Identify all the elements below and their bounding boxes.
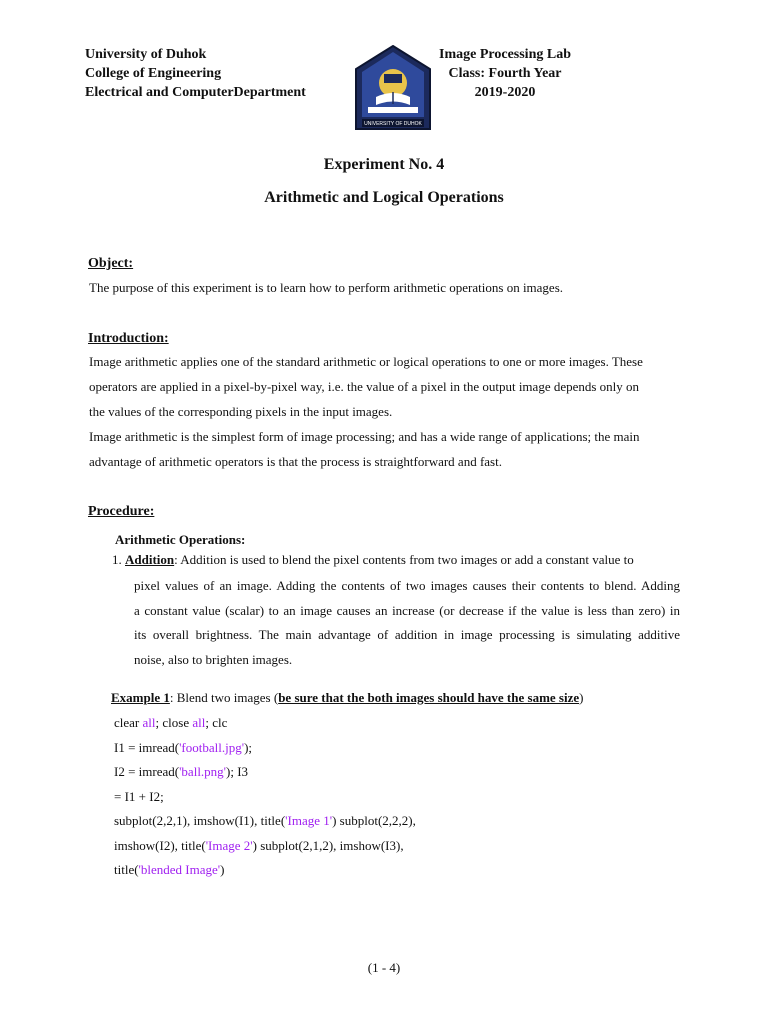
code-line [114, 711, 416, 736]
example-label: Example 1 [111, 690, 170, 705]
code-string: 'football.jpg' [179, 739, 245, 755]
introduction-text [89, 349, 679, 474]
item-number: 1. [112, 552, 122, 567]
example-intro: : Blend two images ( [169, 690, 279, 705]
code-token: ); I3 [226, 764, 249, 779]
code-token: ) subplot(2,1,2), imshow(I3), [252, 837, 404, 853]
code-token: ); [244, 739, 253, 755]
code-line [114, 760, 416, 785]
addition-description [134, 574, 680, 672]
university-logo [354, 45, 432, 131]
intro-line: Image arithmetic is the simplest form of image processing; and has a wide range of applications; the main [89, 429, 640, 444]
code-line: = I1 + I2; [114, 788, 164, 804]
object-heading: Object: [88, 256, 134, 271]
addition-first-line [112, 552, 634, 568]
svg-text:UNIVERSITY OF DUHOK: UNIVERSITY OF DUHOK [364, 121, 422, 127]
code-block [114, 711, 416, 883]
code-line [114, 809, 416, 834]
addition-line: its overall brightness. The main advantage of addition in image processing is simulating additive [134, 627, 680, 642]
code-keyword: all [142, 715, 156, 730]
addition-term: Addition [125, 552, 175, 567]
addition-intro: : Addition is used to blend the pixel contents from two images or add a constant value to [174, 552, 634, 567]
code-token: ; clc [205, 715, 228, 730]
code-line [114, 834, 416, 859]
institution-header [85, 45, 306, 102]
code-string: 'ball.png' [179, 764, 227, 779]
code-token: ) [220, 862, 225, 877]
example-close: ) [579, 690, 584, 705]
intro-line: the values of the corresponding pixels in the input images. [89, 404, 393, 419]
college-name: College of Engineering [85, 66, 222, 81]
code-token: I1 = imread( [114, 739, 180, 755]
intro-line: operators are applied in a pixel-by-pixel way, i.e. the value of a pixel in the output image depends only on [89, 379, 640, 394]
experiment-title: Experiment No. 4 [323, 156, 445, 173]
addition-line: pixel values of an image. Adding the contents of two images causes their contents to blend. Adding [134, 578, 680, 593]
code-token: imshow(I2), title( [114, 837, 206, 853]
code-token: I2 = imread( [114, 764, 180, 779]
lab-name: Image Processing Lab [439, 47, 571, 62]
addition-line: a constant value (scalar) to an image causes an increase (or decrease if the value is less than zero) in [134, 602, 680, 618]
code-token: ; close [155, 715, 193, 730]
introduction-heading: Introduction: [88, 331, 169, 346]
example-note: be sure that the both images should have the same size [278, 690, 580, 705]
code-token: clear [114, 715, 143, 730]
code-string: 'Image 2' [205, 837, 253, 853]
code-line [114, 858, 416, 883]
example-heading [111, 690, 583, 706]
procedure-heading: Procedure: [88, 504, 155, 519]
academic-year: 2019-2020 [474, 85, 536, 100]
addition-line: noise, also to brighten images. [134, 651, 293, 667]
experiment-subject: Arithmetic and Logical Operations [264, 189, 504, 206]
intro-line: Image arithmetic applies one of the standard arithmetic or logical operations to one or more images. These [89, 354, 643, 369]
department-name: Electrical and ComputerDepartment [85, 85, 306, 100]
course-header [425, 45, 585, 102]
page-number: (1 - 4) [367, 960, 401, 975]
university-name: University of Duhok [85, 47, 207, 62]
code-token: title( [114, 862, 139, 877]
object-text [89, 275, 679, 300]
code-token: subplot(2,2,1), imshow(I1), title( [114, 813, 286, 828]
object-line: The purpose of this experiment is to learn how to perform arithmetic operations on images. [89, 280, 564, 295]
code-string: 'blended Image' [138, 862, 221, 877]
class-year: Class: Fourth Year [448, 66, 562, 81]
code-keyword: all [192, 715, 206, 730]
code-token: ) subplot(2,2,2), [332, 813, 416, 828]
intro-line: advantage of arithmetic operators is that the process is straightforward and fast. [89, 454, 502, 469]
code-string: 'Image 1' [285, 813, 333, 828]
code-line [114, 736, 416, 761]
bullet-label: Arithmetic Operations: [115, 532, 246, 547]
